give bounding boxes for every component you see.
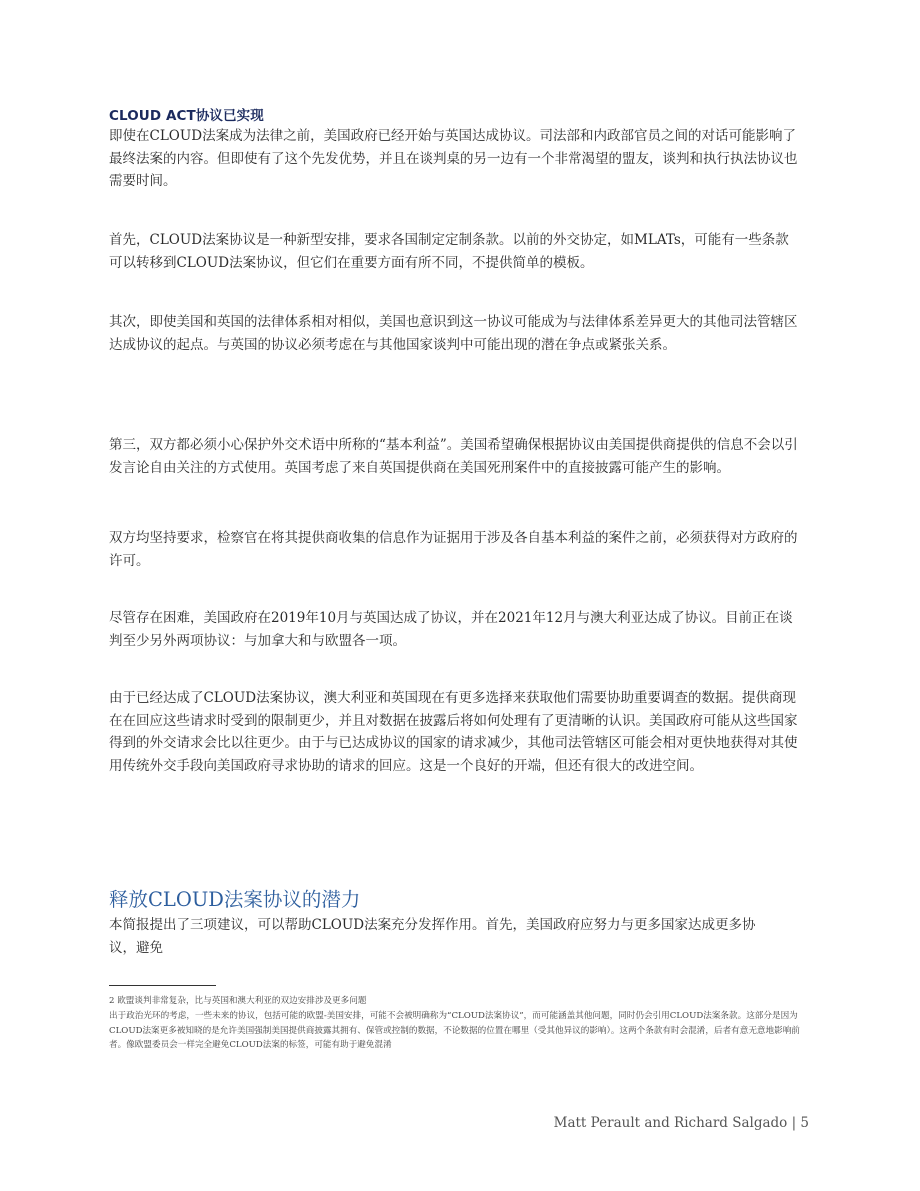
section-heading: CLOUD ACT协议已实现 [109,108,264,124]
paragraph-7: 由于已经达成了CLOUD法案协议，澳大利亚和英国现在有更多选择来获取他们需要协助重要调查的数据。提供商现在在回应这些请求时受到的限制更少，并且对数据在披露后将如何处理有了更清晰的认识。美国政府可能从这些国家得到的外交请求会比以往更少。由于与已达成协议的国家的请求减少，其他司法管辖区可能会相对更快地获得对其使用传统外交手段向美国政府寻求协助的请求的回应。这是一个良好的开端，但还有很大的改进空间。 [109,690,798,774]
intro-paragraph: 本简报提出了三项建议，可以帮助CLOUD法案充分发挥作用。首先，美国政府应努力与更多国家达成更多协议，避免 [109,917,756,956]
main-section-heading: 释放CLOUD法案协议的潜力 [109,888,361,911]
page-footer: Matt Perault and Richard Salgado | 5 [553,1115,809,1131]
paragraph-6: 尽管存在困难，美国政府在2019年10月与英国达成了协议，并在2021年12月与澳大利亚达成了协议。目前正在谈判至少另外两项协议：与加拿大和与欧盟各一项。 [109,610,793,649]
paragraph-1: 即使在CLOUD法案成为法律之前，美国政府已经开始与英国达成协议。司法部和内政部官员之间的对话可能影响了最终法案的内容。但即使有了这个先发优势，并且在谈判桌的另一边有一个非常渴望的盟友，谈判和执行执法协议也需要时间。 [109,128,798,190]
footnote-2: 2 欧盟谈判非常复杂，比与英国和澳大利亚的双边安排涉及更多问题 [109,996,367,1006]
footnote-text: 出于政治光环的考虑，一些未来的协议，包括可能的欧盟-美国安排，可能不会被明确称为“CLOUD法案协议”，而可能涵盖其他问题，同时仍会引用CLOUD法案条款。这部分是因为CLOUD法案更多被知晓的是允许美国强制美国提供商披露其拥有、保管或控制的数据，不论数据的位置在哪里（受其他异议的影响）。这两个条款有时会混淆，后者有意无意地影响前者。像欧盟委员会一样完全避免CLOUD法案的标签，可能有助于避免混淆 [109,1011,800,1051]
paragraph-2: 首先，CLOUD法案协议是一种新型安排，要求各国制定定制条款。以前的外交协定，如MLATs，可能有一些条款可以转移到CLOUD法案协议，但它们在重要方面有所不同，不提供简单的模板。 [109,232,789,271]
footnote-divider [109,985,216,986]
paragraph-3: 其次，即使美国和英国的法律体系相对相似，美国也意识到这一协议可能成为与法律体系差异更大的其他司法管辖区达成协议的起点。与英国的协议必须考虑在与其他国家谈判中可能出现的潜在争点或紧张关系。 [109,314,798,353]
paragraph-4: 第三，双方都必须小心保护外交术语中所称的“基本利益”。美国希望确保根据协议由美国提供商提供的信息不会以引发言论自由关注的方式使用。英国考虑了来自英国提供商在美国死刑案件中的直接披露可能产生的影响。 [109,437,798,476]
paragraph-5: 双方均坚持要求，检察官在将其提供商收集的信息作为证据用于涉及各自基本利益的案件之前，必须获得对方政府的许可。 [109,530,798,569]
